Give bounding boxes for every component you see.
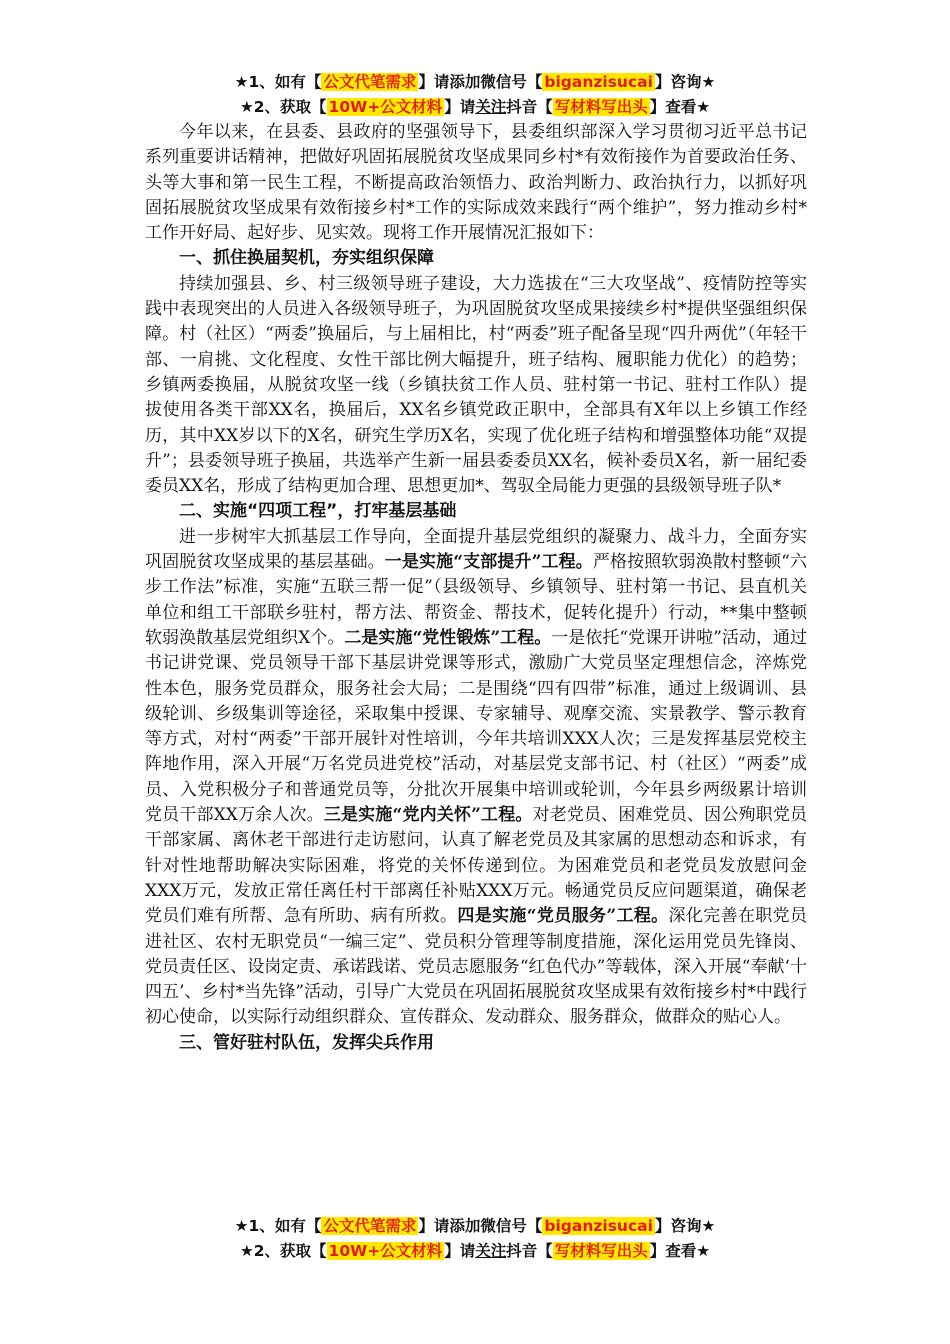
- highlight-materials: 10W+公文材料: [328, 1242, 443, 1260]
- promo-text: ★1、如有【: [234, 73, 322, 91]
- section-3-heading: 三、管好驻村队伍，发挥尖兵作用: [179, 1032, 434, 1053]
- promo-text: 】请: [444, 98, 476, 116]
- promo-text: 】咨询★: [654, 73, 716, 91]
- promo-banner-top: [0, 70, 950, 120]
- highlight-douyin-account: 写材料写出头: [554, 98, 648, 116]
- section-1-paragraph: 持续加强县、乡、村三级领导班子建设，大力选拔在“三大攻坚战”、疫情防控等实践中表现突出的人员进入各级领导班子，为巩固脱贫攻坚成果接续乡村*提供坚强组织保障。村（社区）“两委”换届后，与上届相比，村“两委”班子配备呈现“四升两优”（年轻干部、一肩挑、文化程度、女性干部比例大幅提升，班子结构、履职能力优化）的趋势；乡镇两委换届，从脱贫攻坚一线（乡镇扶贫工作人员、驻村第一书记、驻村工作队）提拔使用各类干部XX名，换届后，XX名乡镇党政正职中，全部具有X年以上乡镇工作经历，其中XX岁以下的X名，研究生学历X名，实现了优化班子结构和增强整体功能“双提升”；县委领导班子换届，共选举产生新一届县委委员XX名，候补委员X名，新一届纪委委员XX名，形成了结构更加合理、思想更加*、驾驭全局能力更强的县级领导班子队*: [145, 273, 807, 497]
- section-2-paragraph: [145, 525, 807, 1031]
- item-2-body: 一是依托“党课开讲啦”活动，通过书记讲党课、党员领导干部下基层讲党课等形式，激励广大党员坚定理想信念，淬炼党性本色，服务党员群众，服务社会大局；二是围绕“四有四带”标准，通过上级调训、县级轮训、乡级集训等途径，采取集中授课、专家辅导、观摩交流、实景教学、警示教育等方式，对村“两委”干部开展针对性培训，今年共培训XXX人次；三是发挥基层党校主阵地作用，深入开展“万名党员进党校”活动，对基层党支部书记、村（社区）“两委”成员、入党积极分子和普通党员等，分批次开展集中培训或轮训，今年县乡两级累计培训党员干部XX万余人次。: [145, 627, 807, 826]
- promo-underlined-text: 关注: [475, 98, 507, 116]
- highlight-wechat-id: biganzisucai: [544, 73, 653, 91]
- item-4-body: 深化完善在职党员进社区、农村无职党员“一编三定”、党员积分管理等制度措施，深化运用党员先锋岗、党员责任区、设岗定责、承诺践诺、党员志愿服务“红色代办”等载体，深入开展“奉献‘十四五’、乡村*当先锋”活动，引导广大党员在巩固拓展脱贫攻坚成果有效衔接乡村*中践行初心使命，以实际行动组织群众、宣传群众、发动群众、服务群众，做群众的贴心人。: [145, 906, 808, 1028]
- promo-text: 抖音【: [506, 98, 553, 116]
- promo-line-2: [0, 95, 950, 120]
- promo-text: 】查看★: [649, 98, 711, 116]
- item-1-body: 严格按照软弱涣散村整顿“六步工作法”标准，实施“五联三帮一促”（县级领导、乡镇领导、驻村第一书记、县直机关单位和组工干部联乡驻村，帮方法、帮资金、帮技术，促转化提升）行动，**集中整顿软弱涣散基层党组织X个。: [145, 552, 807, 648]
- document-body: [145, 120, 807, 1056]
- section-1-heading: 一、抓住换届契机，夯实组织保障: [179, 248, 434, 269]
- item-3-body: 对老党员、困难党员、因公殉职党员干部家属、离休老干部进行走访慰问，认真了解老党员及其家属的思想动态和诉求，有针对性地帮助解决实际困难，将党的关怀传递到位。为困难党员和老党员发放慰问金XXX万元，发放正常任离任村干部离任补贴XXX万元。畅通党员反应问题渠道，确保老党员们难有所帮、急有所助、病有所救。: [145, 805, 807, 927]
- highlight-service: 公文代笔需求: [323, 73, 417, 91]
- item-4-title: 四是实施“党员服务”工程。: [457, 906, 669, 927]
- highlight-service: 公文代笔需求: [323, 1217, 417, 1235]
- item-3-title: 三是实施“党内关怀”工程。: [323, 805, 533, 826]
- promo-text: 】查看★: [649, 1242, 711, 1260]
- highlight-materials: 10W+公文材料: [328, 98, 443, 116]
- promo-text: ★2、获取【: [239, 98, 327, 116]
- item-1-title: 一是实施“支部提升”工程。: [384, 552, 593, 573]
- promo-text: 抖音【: [506, 1242, 553, 1260]
- promo-text: 】请添加: [418, 73, 481, 91]
- section-2-heading: 二、实施“四项工程”，打牢基层基础: [179, 501, 457, 522]
- promo-line-2: [0, 1239, 950, 1264]
- intro-paragraph: 今年以来，在县委、县政府的坚强领导下，县委组织部深入学习贯彻习近平总书记系列重要讲话精神，把做好巩固拓展脱贫攻坚成果同乡村*有效衔接作为首要政治任务、头等大事和第一民生工程，不断提高政治领悟力、政治判断力、政治执行力，以抓好巩固拓展脱贫攻坚成果有效衔接乡村*工作的实际成效来践行“两个维护”，努力推动乡村*工作开好局、起好步、见实效。现将工作开展情况汇报如下：: [145, 122, 807, 244]
- highlight-douyin-account: 写材料写出头: [554, 1242, 648, 1260]
- promo-text: 微信号【: [480, 73, 543, 91]
- promo-text: ★1、如有【: [234, 1217, 322, 1235]
- promo-text: 微信号【: [480, 1217, 543, 1235]
- promo-line-1: [0, 1214, 950, 1239]
- highlight-wechat-id: biganzisucai: [544, 1217, 653, 1235]
- item-2-title: 二是实施“党性锻炼”工程。: [344, 627, 552, 648]
- promo-line-1: [0, 70, 950, 95]
- promo-text: 】请添加: [418, 1217, 481, 1235]
- promo-underlined-text: 关注: [475, 1242, 507, 1260]
- promo-text: ★2、获取【: [239, 1242, 327, 1260]
- promo-banner-bottom: [0, 1214, 950, 1264]
- section-2-lead: 进一步树牢大抓基层工作导向，全面提升基层党组织的凝聚力、战斗力，全面夯实巩固脱贫攻坚成果的基层基础。: [145, 526, 807, 573]
- promo-text: 】咨询★: [654, 1217, 716, 1235]
- promo-text: 】请: [444, 1242, 476, 1260]
